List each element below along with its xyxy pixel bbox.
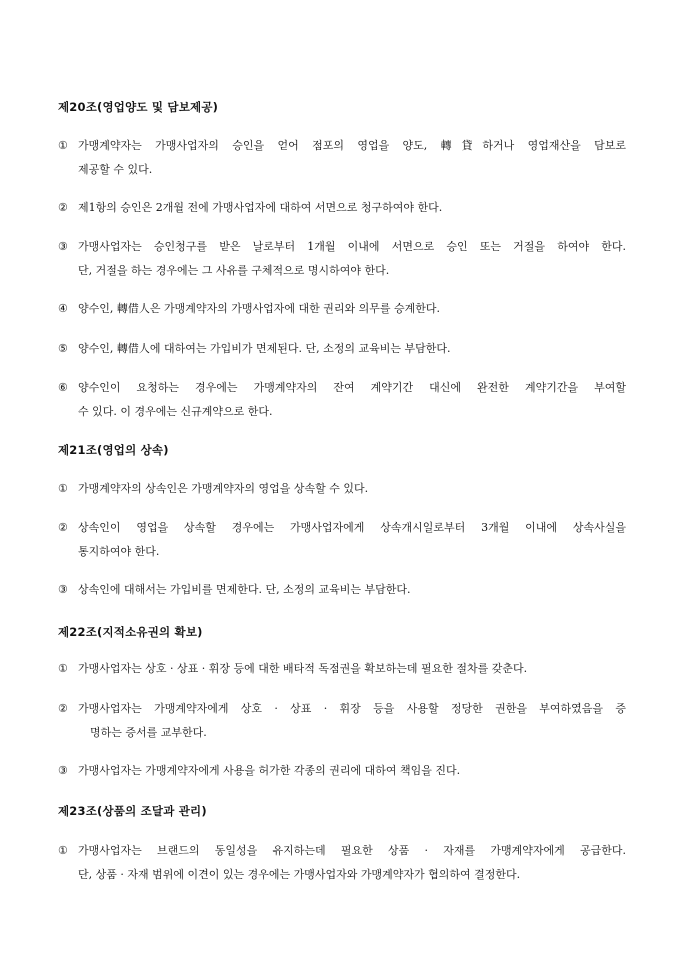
clause-text-line2: 제공할 수 있다. bbox=[78, 163, 153, 176]
clause-number: ① bbox=[58, 844, 68, 857]
article-20-clause-5 bbox=[58, 337, 626, 361]
clause-text-line1: 상속인에 대해서는 가입비를 면제한다. 단, 소정의 교육비는 부담한다. bbox=[78, 583, 411, 596]
article-20-clause-2 bbox=[58, 196, 626, 220]
clause-text-line2: 단, 상품 · 자재 범위에 이견이 있는 경우에는 가맹사업자와 가맹계약자가 협의하여 결정한다. bbox=[78, 868, 521, 881]
clause-text-line2: 단, 거절을 하는 경우에는 그 사유를 구체적으로 명시하여야 한다. bbox=[78, 264, 390, 277]
article-22-clause-1 bbox=[58, 657, 626, 681]
article-20-clause-6 bbox=[58, 376, 626, 424]
article-23-clause-1 bbox=[58, 839, 626, 887]
clause-number: ④ bbox=[58, 302, 68, 315]
clause-number: ⑥ bbox=[58, 381, 68, 394]
article-21-clause-2 bbox=[58, 516, 626, 564]
clause-text-line1: 양수인, 轉借人에 대하여는 가입비가 면제된다. 단, 소정의 교육비는 부담한다. bbox=[78, 342, 451, 355]
clause-number: ⑤ bbox=[58, 342, 68, 355]
clause-text-line1: 양수인, 轉借人은 가맹계약자의 가맹사업자에 대한 권리와 의무를 승계한다. bbox=[78, 302, 440, 315]
clause-text-line2: 명하는 증서를 교부한다. bbox=[90, 726, 207, 739]
article-21-title: 제21조(영업의 상속) bbox=[58, 443, 169, 457]
article-21-clause-1 bbox=[58, 477, 626, 501]
article-23-title: 제23조(상품의 조달과 관리) bbox=[58, 804, 207, 818]
clause-text-line1: 가맹사업자는 브랜드의 동일성을 유지하는데 필요한 상품 · 자재를 가맹계약자에게 공급한다. bbox=[78, 844, 626, 857]
clause-number: ③ bbox=[58, 764, 68, 777]
clause-text-line1: 상속인이 영업을 상속할 경우에는 가맹사업자에게 상속개시일로부터 3개월 이내에 상속사실을 bbox=[78, 521, 626, 534]
clause-text-line2: 수 있다. 이 경우에는 신규계약으로 한다. bbox=[78, 405, 273, 418]
clause-text-line1: 가맹계약자의 상속인은 가맹계약자의 영업을 상속할 수 있다. bbox=[78, 482, 369, 495]
clause-number: ③ bbox=[58, 240, 68, 253]
article-20-clause-1 bbox=[58, 134, 626, 182]
clause-number: ② bbox=[58, 201, 68, 214]
clause-text-line1: 양수인이 요청하는 경우에는 가맹계약자의 잔여 계약기간 대신에 완전한 계약기간을 부여할 bbox=[78, 381, 626, 394]
clause-number: ① bbox=[58, 139, 68, 152]
clause-text-line1: 가맹사업자는 승인청구를 받은 날로부터 1개월 이내에 서면으로 승인 또는 거절을 하여야 한다. bbox=[78, 240, 626, 253]
article-20-title: 제20조(영업양도 및 담보제공) bbox=[58, 100, 219, 114]
article-21-clause-3 bbox=[58, 578, 626, 602]
clause-number: ② bbox=[58, 521, 68, 534]
clause-text-line1: 가맹계약자는 가맹사업자의 승인을 얻어 점포의 영업을 양도, 轉貸하거나 영업재산을 담보로 bbox=[78, 139, 626, 152]
article-20-clause-4 bbox=[58, 297, 626, 321]
clause-number: ③ bbox=[58, 583, 68, 596]
clause-text-line2: 통지하여야 한다. bbox=[78, 545, 160, 558]
clause-number: ① bbox=[58, 482, 68, 495]
clause-text-line1: 가맹사업자는 가맹계약자에게 사용을 허가한 각종의 권리에 대하여 책임을 진다. bbox=[78, 764, 461, 777]
article-22-title: 제22조(지적소유권의 확보) bbox=[58, 625, 203, 639]
clause-number: ② bbox=[58, 702, 68, 715]
clause-number: ① bbox=[58, 662, 68, 675]
clause-text-line1: 가맹사업자는 상호 · 상표 · 휘장 등에 대한 배타적 독점권을 확보하는데 필요한 절차를 갖춘다. bbox=[78, 662, 528, 675]
article-22-clause-2 bbox=[58, 697, 626, 745]
clause-text-line1: 제1항의 승인은 2개월 전에 가맹사업자에 대하여 서면으로 청구하여야 한다. bbox=[78, 201, 443, 214]
clause-text-line1: 가맹사업자는 가맹계약자에게 상호 · 상표 · 휘장 등을 사용할 정당한 권한을 부여하였음을 증 bbox=[78, 702, 626, 715]
article-20-clause-3 bbox=[58, 235, 626, 283]
article-22-clause-3 bbox=[58, 759, 626, 783]
